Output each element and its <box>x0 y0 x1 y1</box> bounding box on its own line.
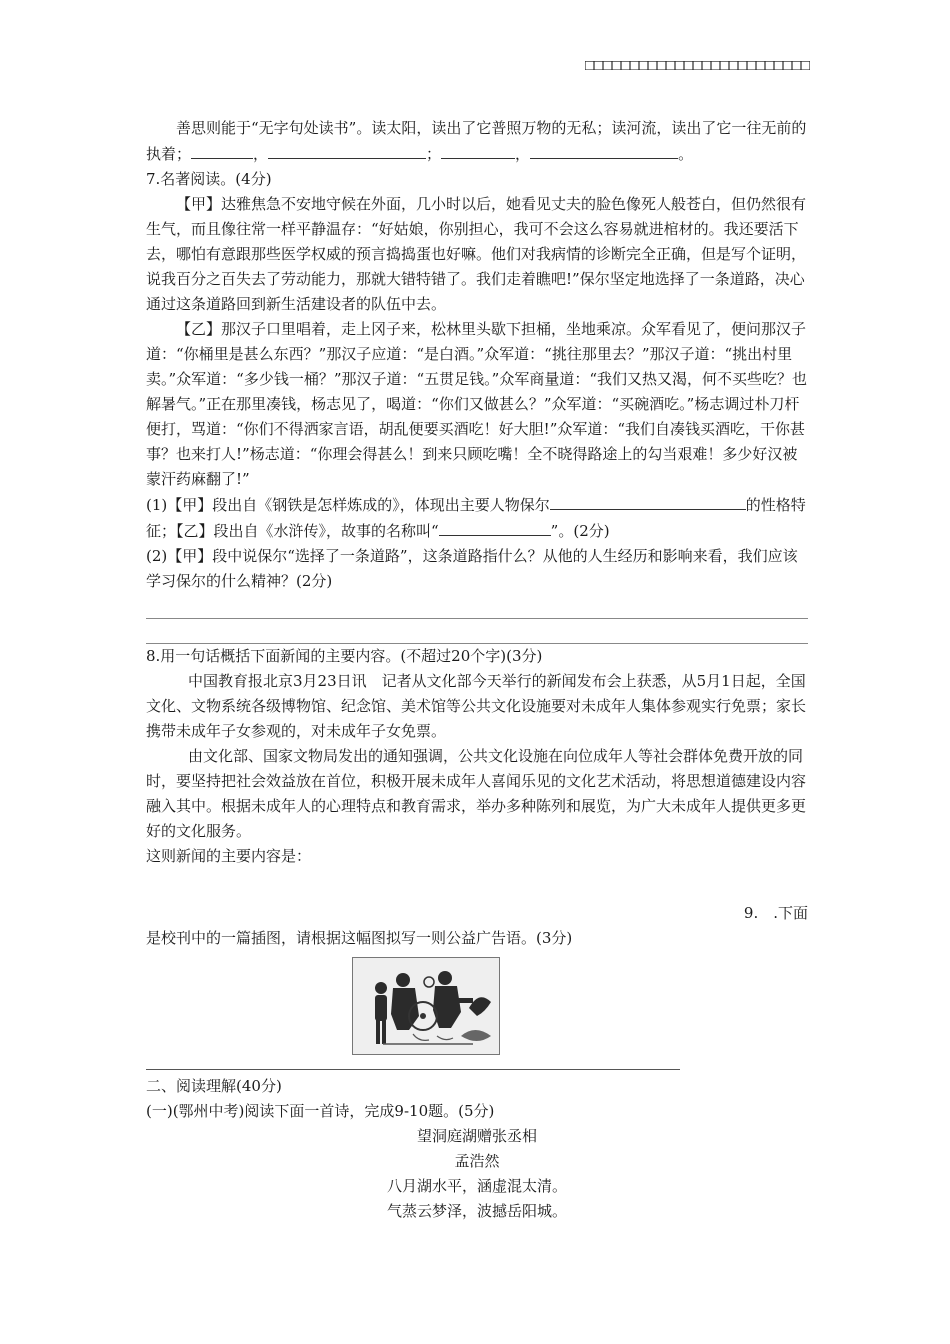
q8-title: 8.用一句话概括下面新闻的主要内容。(不超过20个字)(3分) <box>146 647 543 665</box>
page-header: □□□□□□□□□□□□□□□□□□□□□□□□□ <box>584 58 810 75</box>
section-divider <box>146 1055 680 1070</box>
poem-line-2: 气蒸云梦泽，波撼岳阳城。 <box>386 1202 567 1220</box>
q7-title: 7.名著阅读。(4分) <box>146 170 272 188</box>
q7-blank-story[interactable] <box>439 518 551 536</box>
q9-text: 是校刊中的一篇插图，请根据这幅图拟写一则公益广告语。(3分) <box>146 929 573 947</box>
q9-number: 9. .下面 <box>743 904 808 922</box>
q7-blank-trait[interactable] <box>550 492 746 510</box>
q7-sub2: (2)【甲】段中说保尔“选择了一条道路”，这条道路指什么？从他的人生经历和影响来看，我们应该学习保尔的什么精神？(2分) <box>146 547 798 590</box>
intro-paragraph: 善思则能于“无字句处读书”。读太阳，读出了它普照万物的无私；读河流，读出了它一往无前的执着； ， ； ， 。 <box>146 119 807 163</box>
section2-subtitle: (一)(鄂州中考)阅读下面一首诗，完成9-10题。(5分) <box>146 1102 495 1120</box>
q8-news-p2: 由文化部、国家文物局发出的通知强调，公共文化设施在向位成年人等社会群体免费开放的同时，要坚持把社会效益放在首位，积极开展未成年人喜闻乐见的文化艺术活动，将思想道德建设内容融入其中。根据未成年人的心理特点和教育需求，举办多种陈列和展览，为广大未成年人提供更多更好的文化服务。 <box>146 747 807 840</box>
illustration-image <box>352 957 500 1055</box>
blank-2[interactable] <box>268 141 426 159</box>
q7-passage-yi: 【乙】那汉子口里唱着，走上冈子来，松林里头歇下担桶，坐地乘凉。众军看见了，便问那汉子道：“你桶里是甚么东西？”那汉子应道：“是白酒。”众军道：“挑往那里去？”那汉子道：“挑出村里卖。”众军道：“多少钱一桶？”那汉子道：“五贯足钱。”众军商量道：“我们又热又渴，何不买些吃？也解暑气。”正在那里凑钱，杨志见了，喝道：“你们又做甚么？”众军道：“买碗酒吃。”杨志调过朴刀杆便打，骂道：“你们不得洒家言语，胡乱便要买酒吃！好大胆!”众军道：“我们自凑钱买酒吃，干你甚事？也来打人!”杨志道：“你理会得甚么！到来只顾吃嘴！全不晓得路途上的勾当艰难！多少好汉被蒙汗药麻翻了!” <box>146 320 808 488</box>
illustration-drawing <box>353 958 499 1054</box>
poem-line-1: 八月湖水平，涵虚混太清。 <box>386 1177 567 1195</box>
poem-author: 孟浩然 <box>454 1152 500 1170</box>
blank-3[interactable] <box>441 141 515 159</box>
q7-sub1: (1)【甲】段出自《钢铁是怎样炼成的》，体现出主要人物保尔 的性格特征；【乙】段出自《水浒传》，故事的名称叫“ ”。(2分) <box>146 492 808 544</box>
section2-title: 二、阅读理解(40分) <box>146 1077 282 1095</box>
intro-text: 善思则能于“无字句处读书”。读太阳，读出了它普照万物的无私；读河流，读出了它一往无前的执着； <box>146 119 807 163</box>
q8-news-p1: 中国教育报北京3月23日讯 记者从文化部今天举行的新闻发布会上获悉，从5月1日起，全国文化、文物系统各级博物馆、纪念馆、美术馆等公共文化设施要对未成年人集体参观实行免票；家长携带未成年子女参观的，对未成年子女免票。 <box>146 672 807 740</box>
page-content <box>146 116 808 1224</box>
q7-answer-line-2[interactable] <box>146 619 808 644</box>
blank-4[interactable] <box>530 141 678 159</box>
poem-title: 望洞庭湖赠张丞相 <box>416 1127 537 1145</box>
blank-1[interactable] <box>191 141 253 159</box>
q8-answer-label: 这则新闻的主要内容是： <box>146 847 312 865</box>
q7-passage-jia: 【甲】达雅焦急不安地守候在外面，几小时以后，她看见丈夫的脸色像死人般苍白，但仍然很有生气，而且像往常一样平静温存：“好姑娘，你别担心，我可不会这么容易就进棺材的。我还要活下去，哪怕有意跟那些医学权威的预言捣捣蛋也好嘛。他们对我病情的诊断完全正确，但是写个证明，说我百分之百失去了劳动能力，那就大错特错了。我们走着瞧吧!”保尔坚定地选择了一条道路，决心通过这条道路回到新生活建设者的队伍中去。 <box>146 195 807 313</box>
q7-answer-line-1[interactable] <box>146 594 808 619</box>
